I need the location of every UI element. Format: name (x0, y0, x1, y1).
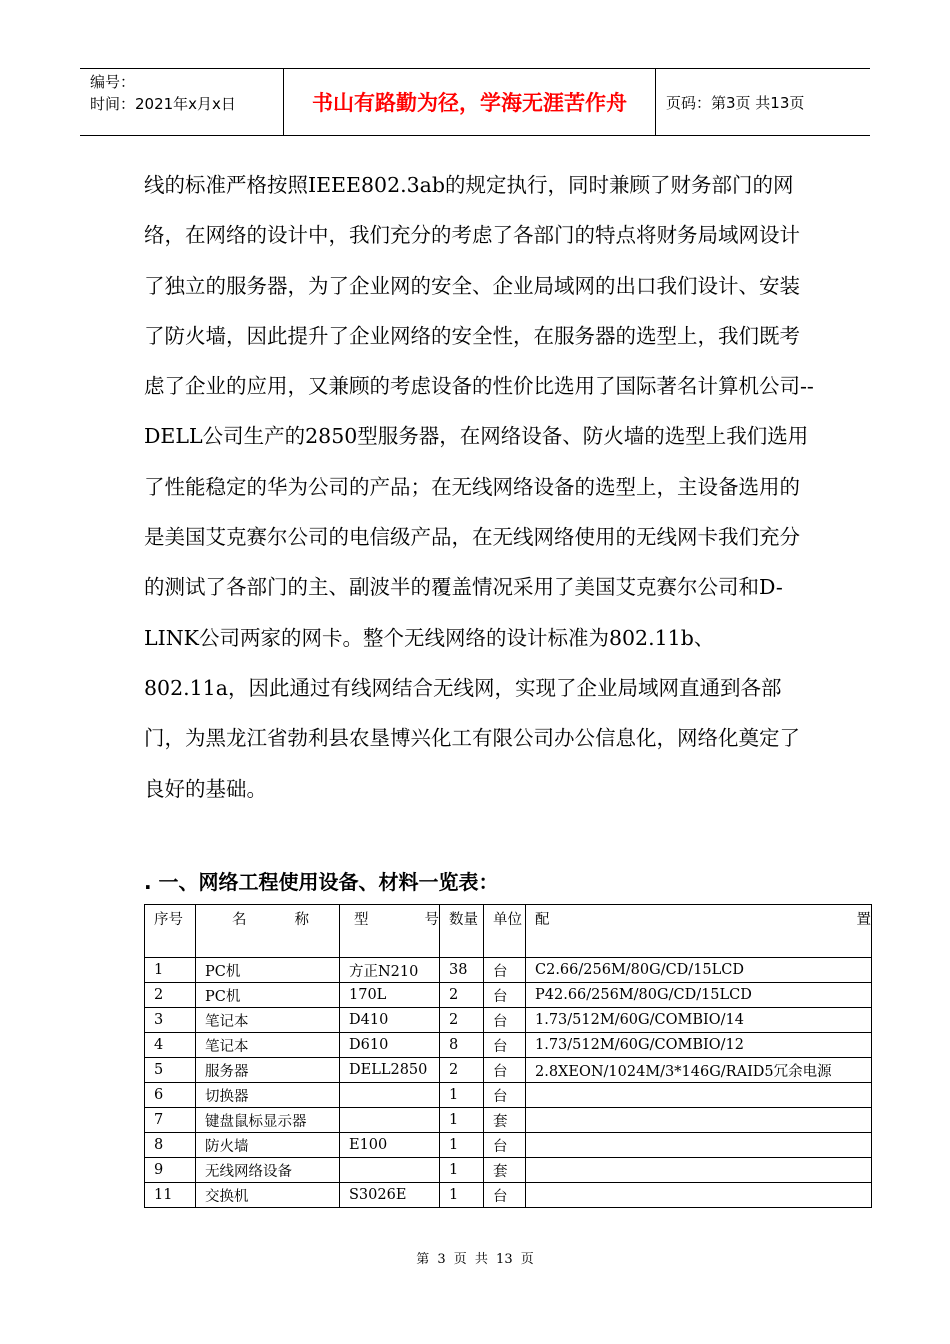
header-qty-text: 数量 (449, 912, 478, 928)
header-config: 配置 (526, 905, 872, 958)
cell-name: 防火墙 (196, 1133, 340, 1158)
cell-model: D610 (340, 1033, 440, 1058)
cell-model (340, 1158, 440, 1183)
cell-config: 1.73/512M/60G/COMBIO/12 (526, 1033, 872, 1058)
cell-index: 11 (145, 1183, 196, 1208)
table-row (145, 1183, 872, 1208)
cell-unit: 台 (484, 983, 526, 1008)
cell-unit: 台 (484, 1083, 526, 1108)
header-qty (440, 905, 484, 958)
cell-qty: 38 (440, 958, 484, 983)
cell-name: 笔记本 (196, 1033, 340, 1058)
cell-name: 笔记本 (196, 1008, 340, 1033)
cell-config: P42.66/256M/80G/CD/15LCD (526, 983, 872, 1008)
cell-model: E100 (340, 1133, 440, 1158)
cell-unit: 台 (484, 1008, 526, 1033)
header-unit (484, 905, 526, 958)
cell-index: 6 (145, 1083, 196, 1108)
cell-model (340, 1083, 440, 1108)
cell-config (526, 1083, 872, 1108)
cell-qty: 1 (440, 1158, 484, 1183)
cell-index: 9 (145, 1158, 196, 1183)
cell-name: 切换器 (196, 1083, 340, 1108)
cell-qty: 2 (440, 1058, 484, 1083)
cell-name: 服务器 (196, 1058, 340, 1083)
cell-qty: 1 (440, 1183, 484, 1208)
table-row (145, 1033, 872, 1058)
cell-qty: 8 (440, 1033, 484, 1058)
cell-qty: 1 (440, 1133, 484, 1158)
cell-model (340, 1108, 440, 1133)
body-text (144, 160, 816, 814)
header-index: 序号 (145, 905, 196, 958)
cell-config: C2.66/256M/80G/CD/15LCD (526, 958, 872, 983)
header-page-code: 页码：第3页 共13页 (666, 93, 805, 112)
cell-model: D410 (340, 1008, 440, 1033)
cell-index: 1 (145, 958, 196, 983)
section-title: . 一、网络工程使用设备、材料一览表： (144, 870, 499, 894)
cell-name: 无线网络设备 (196, 1158, 340, 1183)
cell-config (526, 1108, 872, 1133)
cell-index: 4 (145, 1033, 196, 1058)
cell-name: 键盘鼠标显示器 (196, 1108, 340, 1133)
cell-unit: 套 (484, 1108, 526, 1133)
cell-config (526, 1133, 872, 1158)
table-row (145, 1008, 872, 1033)
cell-unit: 套 (484, 1158, 526, 1183)
cell-model: S3026E (340, 1183, 440, 1208)
cell-unit: 台 (484, 1183, 526, 1208)
cell-config: 1.73/512M/60G/COMBIO/14 (526, 1008, 872, 1033)
table-row (145, 958, 872, 983)
cell-model: DELL2850 (340, 1058, 440, 1083)
header-unit-text: 单位 (493, 912, 522, 928)
cell-index: 8 (145, 1133, 196, 1158)
table-row (145, 1108, 872, 1133)
header-model: 型号 (340, 905, 440, 958)
header-meta (80, 69, 283, 135)
cell-model: 方正N210 (340, 958, 440, 983)
cell-name: PC机 (196, 983, 340, 1008)
date-label: 时间：2021年x月x日 (90, 95, 236, 113)
cell-unit: 台 (484, 1058, 526, 1083)
cell-model: 170L (340, 983, 440, 1008)
table-row (145, 1158, 872, 1183)
serial-label: 编号： (90, 73, 136, 91)
cell-config (526, 1158, 872, 1183)
body-paragraph: 线的标准严格按照IEEE802.3ab的规定执行，同时兼顾了财务部门的网络，在网络的设计中，我们充分的考虑了各部门的特点将财务局域网设计了独立的服务器，为了企业网的安全、企业局域网的出口我们设计、安装了防火墙，因此提升了企业网络的安全性，在服务器的选型上，我们既考虑了企业的应用，又兼顾的考虑设备的性价比选用了国际著名计算机公司--DELL公司生产的2850型服务器，在网络设备、防火墙的选型上我们选用了性能稳定的华为公司的产品；在无线网络设备的选型上，主设备选用的是美国艾克赛尔公司的电信级产品，在无线网络使用的无线网卡我们充分的测试了各部门的主、副波半的覆盖情况采用了美国艾克赛尔公司和D-LINK公司两家的网卡。整个无线网络的设计标准为802.11b、802.11a，因此通过有线网结合无线网，实现了企业局域网直通到各部门，为黑龙江省勃利县农垦博兴化工有限公司办公信息化，网络化奠定了良好的基础。 (144, 173, 814, 801)
cell-qty: 2 (440, 1008, 484, 1033)
page-header (80, 68, 870, 136)
cell-unit: 台 (484, 1133, 526, 1158)
cell-config: 2.8XEON/1024M/3*146G/RAID5冗余电源 (526, 1058, 872, 1083)
cell-index: 5 (145, 1058, 196, 1083)
cell-config (526, 1183, 872, 1208)
cell-index: 7 (145, 1108, 196, 1133)
header-motto: 书山有路勤为径，学海无涯苦作舟 (283, 69, 656, 135)
table-row (145, 1058, 872, 1083)
cell-unit: 台 (484, 958, 526, 983)
table-row (145, 1083, 872, 1108)
cell-qty: 1 (440, 1108, 484, 1133)
cell-index: 3 (145, 1008, 196, 1033)
page-footer: 第 3 页 共 13 页 (416, 1252, 534, 1267)
cell-unit: 台 (484, 1033, 526, 1058)
cell-name: 交换机 (196, 1183, 340, 1208)
table-row (145, 983, 872, 1008)
cell-index: 2 (145, 983, 196, 1008)
equipment-table (144, 904, 872, 1208)
cell-qty: 1 (440, 1083, 484, 1108)
header-name: 名称 (196, 905, 340, 958)
table-header-row (145, 905, 872, 958)
cell-name: PC机 (196, 958, 340, 983)
table-body (145, 958, 872, 1208)
table-row (145, 1133, 872, 1158)
cell-qty: 2 (440, 983, 484, 1008)
